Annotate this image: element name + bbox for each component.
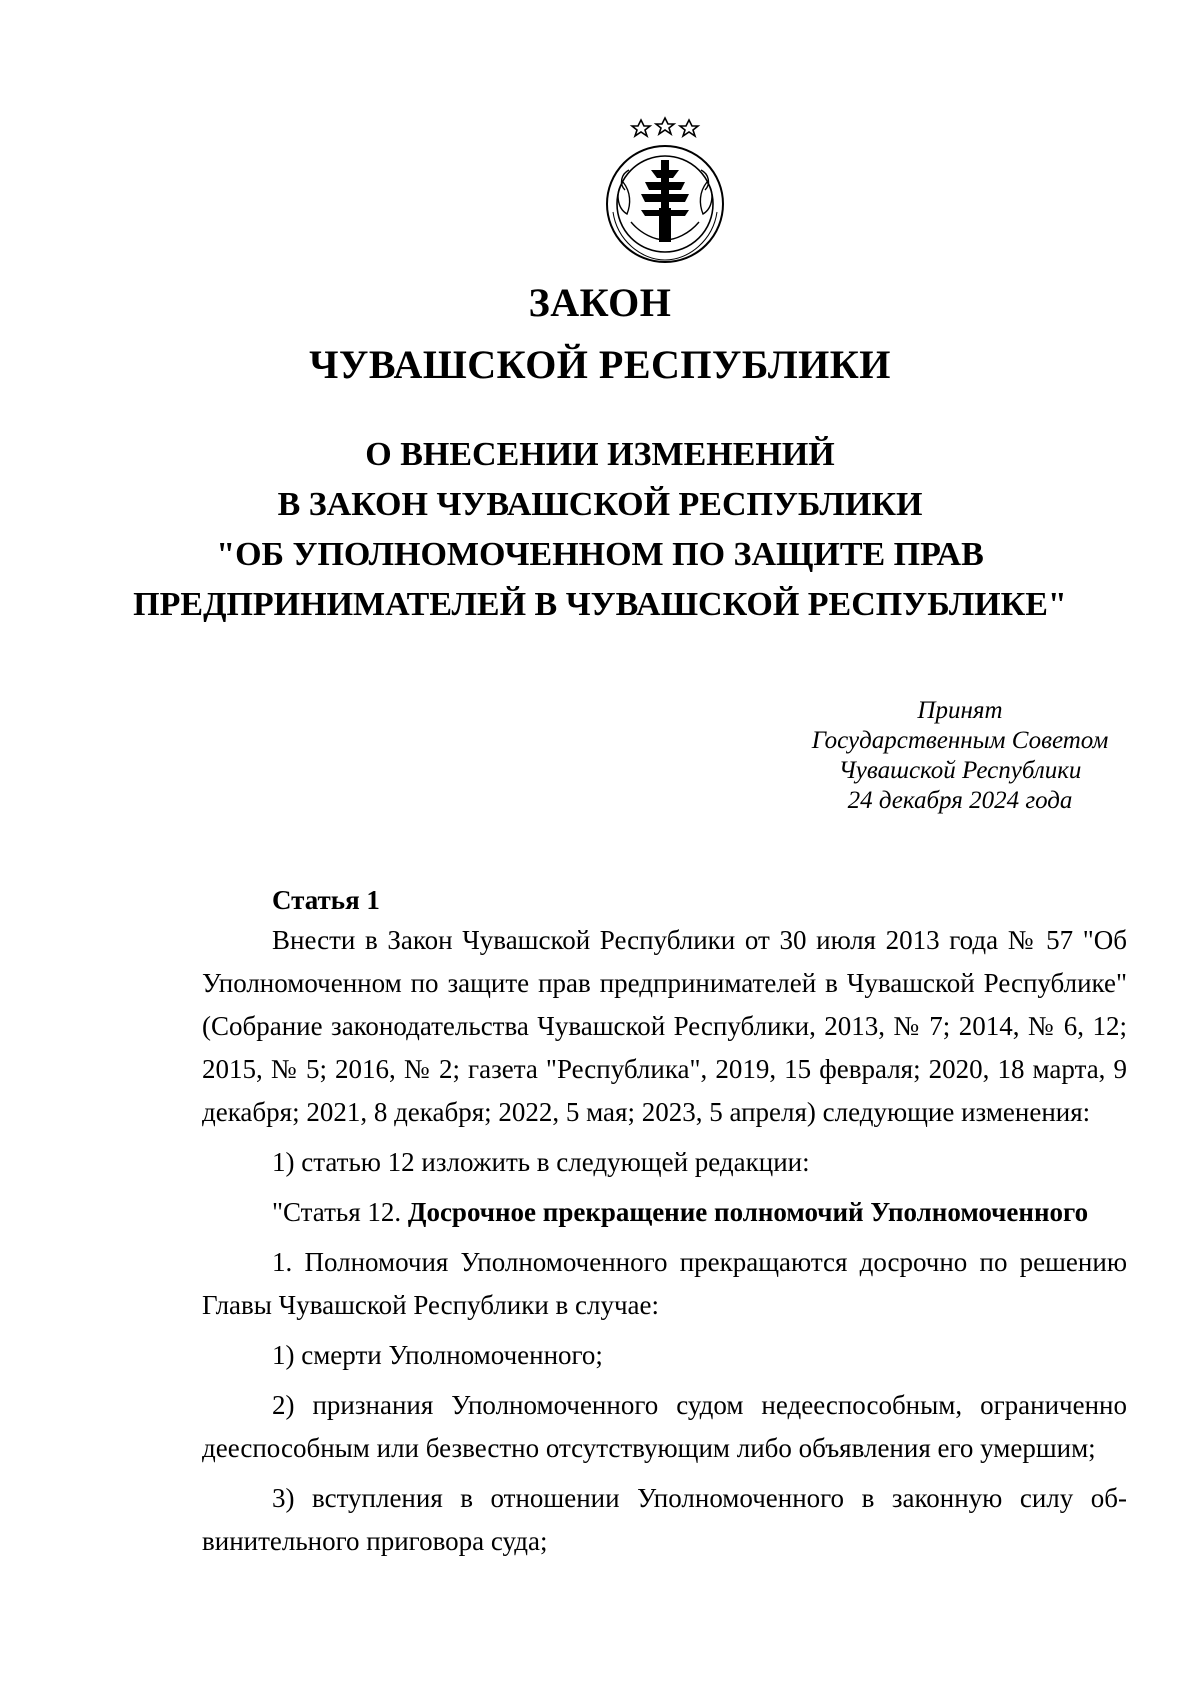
- chuvash-emblem-icon: [601, 112, 729, 272]
- adoption-line-4: 24 декабря 2024 года: [847, 787, 1073, 814]
- law-title-line-1: ЗАКОН: [528, 280, 672, 325]
- emblem-stars: [632, 118, 698, 136]
- adoption-line-2: Государственным Советом: [811, 727, 1109, 754]
- quoted-article-prefix: "Статья 12.: [272, 1197, 408, 1227]
- law-subtitle-line-4: ПРЕДПРИНИМАТЕЛЕЙ В ЧУВАШСКОЙ РЕСПУБЛИКЕ": [133, 586, 1067, 623]
- adoption-line-3: Чувашской Республики: [838, 757, 1082, 784]
- adoption-line-1: Принят: [917, 697, 1003, 724]
- article-heading: Статья 1: [272, 885, 380, 915]
- subitem-1: 1) смерти Уполномоченного;: [272, 1340, 603, 1370]
- law-subtitle-line-3: "ОБ УПОЛНОМОЧЕННОМ ПО ЗАЩИТЕ ПРАВ: [216, 536, 984, 573]
- article-intro: Внести в Закон Чувашской Республики от 30 июля 2013 года № 57 "Об Уполномоченном по защите прав предпринимателей в Чувашской Республике" (Собрание законодательства Чувашской Республики, 2013, № 7; 2014, № 6, 12; 2015, № 5; 2016, № 2; газета "Республика", 2019, 15 февраля; 2020, 18 марта, 9 декабря; 2021, 8 декабря; 2022, 5 мая; 2023, 5 апреля) следующие изменения:: [202, 925, 1127, 1127]
- subitem-3: 3) вступления в отношении Уполномоченного в законную силу обвинительного приговора суда;: [202, 1483, 1127, 1556]
- law-subtitle-line-2: В ЗАКОН ЧУВАШСКОЙ РЕСПУБЛИКИ: [277, 486, 923, 523]
- law-title-line-2: ЧУВАШСКОЙ РЕСПУБЛИКИ: [309, 342, 891, 387]
- law-subtitle: [0, 430, 1200, 630]
- clause-1: 1. Полномочия Уполномоченного прекращаются досрочно по решению Главы Чувашской Республики в случае:: [202, 1247, 1127, 1320]
- quoted-article-title: Досрочное прекращение полномочий Уполномоченного: [407, 1197, 1089, 1227]
- adoption-note: [785, 696, 1135, 816]
- subitem-2: 2) признания Уполномоченного судом недееспособным, ограниченно дееспособным или безвестно отсутствующим либо объявления его умершим;: [202, 1390, 1127, 1463]
- quoted-article-heading: [202, 1191, 1127, 1234]
- article-item-1: 1) статью 12 изложить в следующей редакции:: [272, 1147, 810, 1177]
- law-title: [0, 272, 1200, 396]
- article-body: [202, 919, 1127, 1563]
- law-subtitle-line-1: О ВНЕСЕНИИ ИЗМЕНЕНИЙ: [365, 436, 835, 473]
